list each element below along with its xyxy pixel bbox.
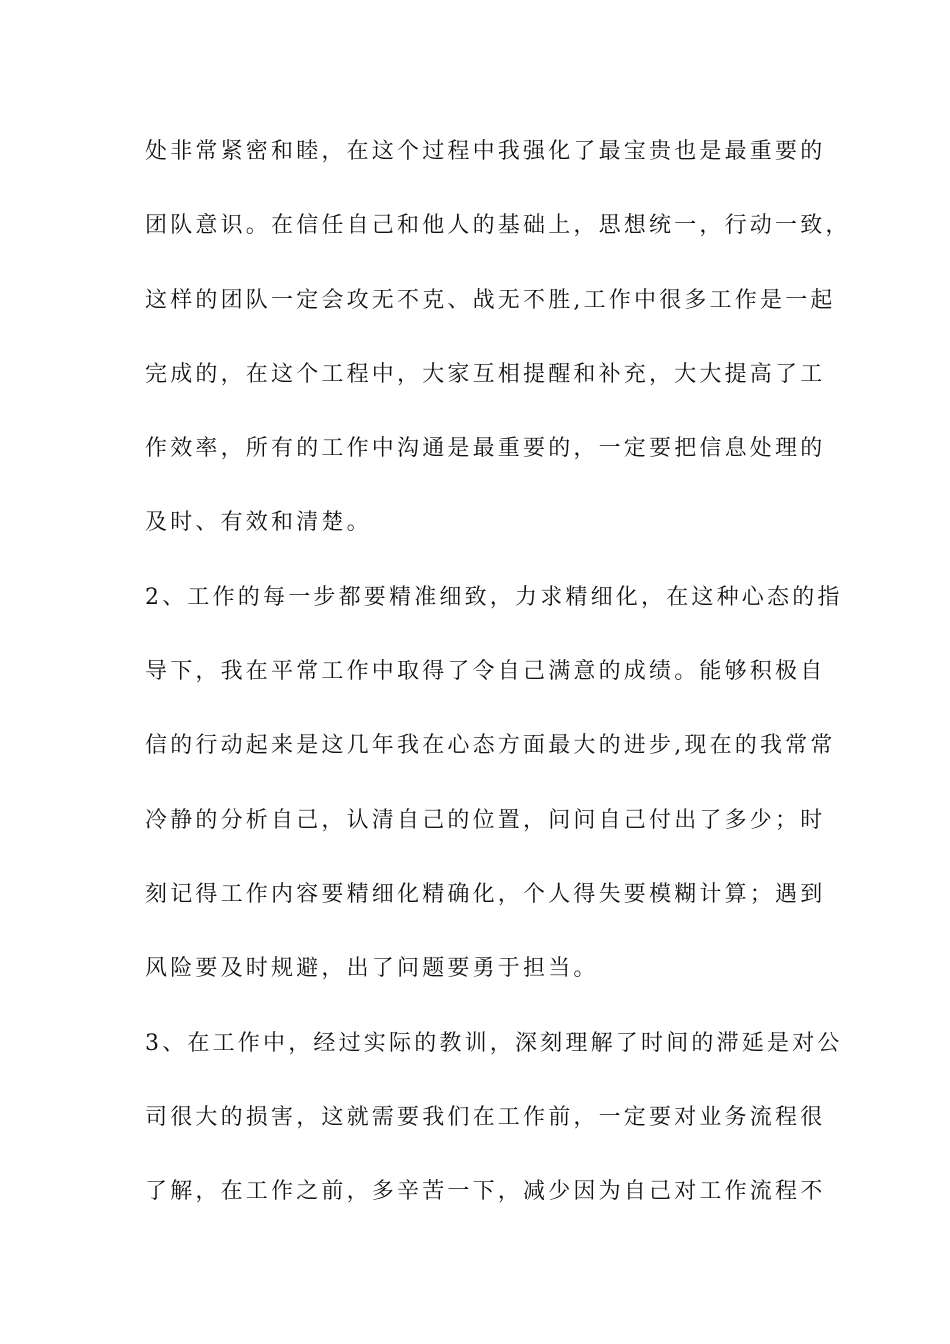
text-line: 冷静的分析自己，认清自己的位置，问问自己付出了多少；时 [145,807,826,833]
text-line: 完成的，在这个工程中，大家互相提醒和补充，大大提高了工 [145,361,826,387]
text-line: 了解，在工作之前，多辛苦一下，减少因为自己对工作流程不 [145,1179,826,1205]
text-line: 3、在工作中，经过实际的教训，深刻理解了时间的滞延是对公 [145,1030,843,1056]
text-line: 处非常紧密和睦，在这个过程中我强化了最宝贵也是最重要的 [145,139,826,164]
text-line: 风险要及时规避，出了问题要勇于担当。 [145,956,599,982]
text-line: 刻记得工作内容要精细化精确化，个人得失要模糊计算；遇到 [145,881,826,907]
text-line: 导下，我在平常工作中取得了令自己满意的成绩。能够积极自 [145,659,826,685]
text-line: 及时、有效和清楚。 [145,510,372,536]
document-body [145,132,851,1246]
text-line: 司很大的损害，这就需要我们在工作前，一定要对业务流程很 [145,1104,826,1130]
text-line: 团队意识。在信任自己和他人的基础上，思想统一，行动一致， [145,213,851,239]
text-line: 信的行动起来是这几年我在心态方面最大的进步,现在的我常常 [145,733,836,759]
text-line: 这样的团队一定会攻无不克、战无不胜,工作中很多工作是一起 [145,287,836,313]
text-line: 作效率，所有的工作中沟通是最重要的，一定要把信息处理的 [145,436,826,462]
text-line: 2、工作的每一步都要精准细致，力求精细化，在这种心态的指 [145,584,843,610]
